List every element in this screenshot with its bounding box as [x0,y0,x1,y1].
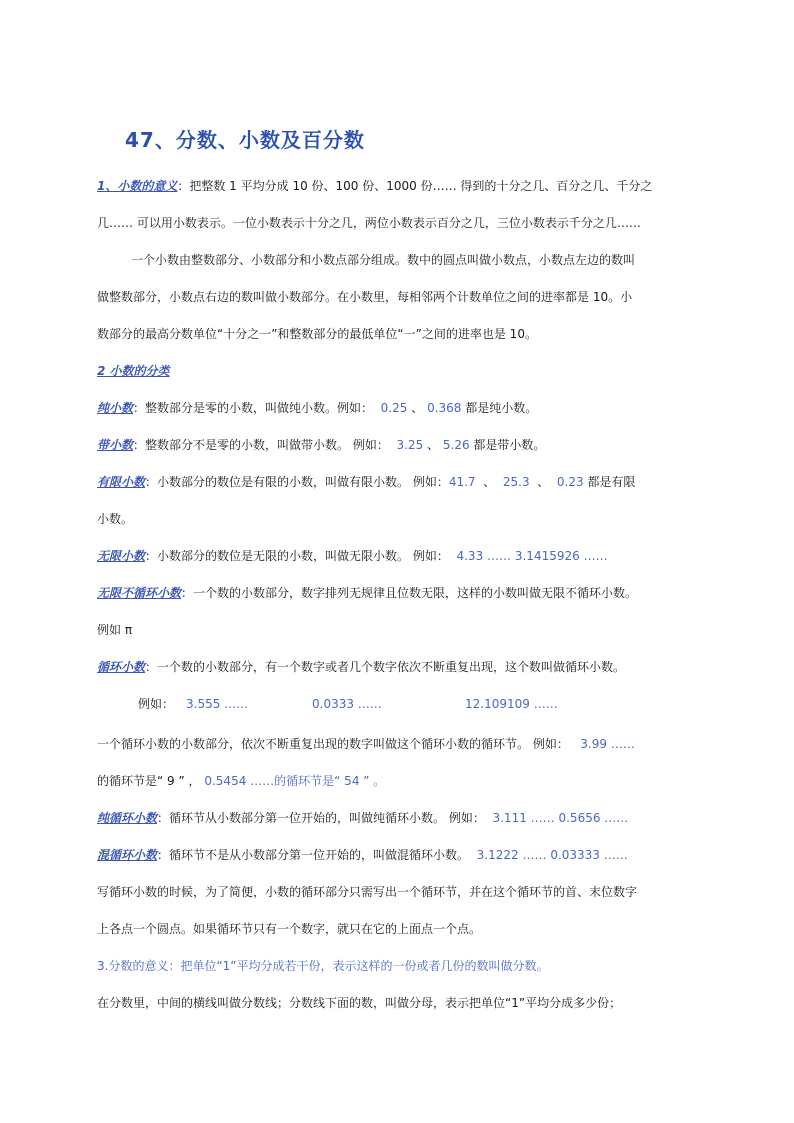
repeating-example-label: 例如： [138,697,175,711]
term-nonrepeating-decimal: 无限不循环小数 [97,586,182,600]
term-decimal-meaning: 1、小数的意义 [97,179,178,193]
term-repeating-decimal: 循环小数 [97,660,146,674]
page-title: 47、分数、小数及百分数 [125,128,365,152]
cycle-line1: 一个循环小数的小数部分，依次不断重复出现的数字叫做这个循环小数的循环节。 例如： 3.99 …… [97,737,635,751]
finite-decimal-line2: 小数。 [97,512,134,526]
section1-line2: 几…… 可以用小数表示。一位小数表示十分之几，两位小数表示百分之几，三位小数表示千分之几…… [97,216,641,230]
repeating-example-3: 12.109109 …… [465,697,558,711]
term-pure-decimal: 纯小数 [97,401,134,415]
writing-line2: 上各点一个圆点。如果循环节只有一个数字，就只在它的上面点一个点。 [97,922,482,936]
section1-line1: 1、小数的意义：把整数 1 平均分成 10 份、100 份、1000 份…… 得到的十分之几、百分之几、千分之 [97,179,653,193]
pure-decimal-line: 纯小数：整数部分是零的小数，叫做纯小数。例如： 0.25 、 0.368 都是纯小数。 [97,401,538,415]
term-mixed-repeating: 混循环小数 [97,848,158,862]
mixed-repeating-line: 混循环小数：循环节不是从小数部分第一位开始的，叫做混循环小数。 3.1222 …… 0.03333 …… [97,848,628,862]
term-finite-decimal: 有限小数 [97,475,146,489]
term-mixed-decimal: 带小数 [97,438,134,452]
finite-decimal-line: 有限小数：小数部分的数位是有限的小数，叫做有限小数。 例如：41.7 、 25.3 、 0.23 都是有限 [97,475,636,489]
fraction-line2: 在分数里，中间的横线叫做分数线；分数线下面的数，叫做分母，表示把单位“1”平均分成多少份； [97,996,622,1010]
cycle-line2: 的循环节是“ 9 ” ， 0.5454 ……的循环节是“ 54 ” 。 [97,774,386,788]
section2-heading [97,361,170,381]
writing-line1: 写循环小数的时候，为了简便，小数的循环部分只需写出一个循环节，并在这个循环节的首、末位数字 [97,885,638,899]
repeating-example-2: 0.0333 …… [312,697,382,711]
nonrepeating-decimal-line: 无限不循环小数：一个数的小数部分，数字排列无规律且位数无限，这样的小数叫做无限不循环小数。 [97,586,638,600]
section1-line5: 数部分的最高分数单位“十分之一”和整数部分的最低单位“一”之间的进率也是 10。 [97,327,537,341]
pure-repeating-line: 纯循环小数：循环节从小数部分第一位开始的，叫做纯循环小数。 例如： 3.111 …… 0.5656 …… [97,811,629,825]
repeating-decimal-line: 循环小数：一个数的小数部分，有一个数字或者几个数字依次不断重复出现，这个数叫做循环小数。 [97,660,626,674]
fraction-meaning-line: 3.分数的意义：把单位“1”平均分成若干份，表示这样的一份或者几份的数叫做分数。 [97,959,549,973]
term-pure-repeating: 纯循环小数 [97,811,158,825]
nonrepeating-decimal-line2: 例如 π [97,623,133,637]
term-decimal-classification: 2 小数的分类 [97,364,170,378]
repeating-example-1: 3.555 …… [186,697,249,711]
section1-line3: 一个小数由整数部分、小数部分和小数点部分组成。数中的圆点叫做小数点，小数点左边的数叫 [131,253,636,267]
mixed-decimal-line: 带小数：整数部分不是零的小数，叫做带小数。 例如： 3.25 、 5.26 都是带小数。 [97,438,546,452]
term-infinite-decimal: 无限小数 [97,549,146,563]
infinite-decimal-line: 无限小数：小数部分的数位是无限的小数，叫做无限小数。 例如： 4.33 …… 3.1415926 …… [97,549,608,563]
section1-line4: 做整数部分，小数点右边的数叫做小数部分。在小数里，每相邻两个计数单位之间的进率都是 10。小 [97,290,633,304]
